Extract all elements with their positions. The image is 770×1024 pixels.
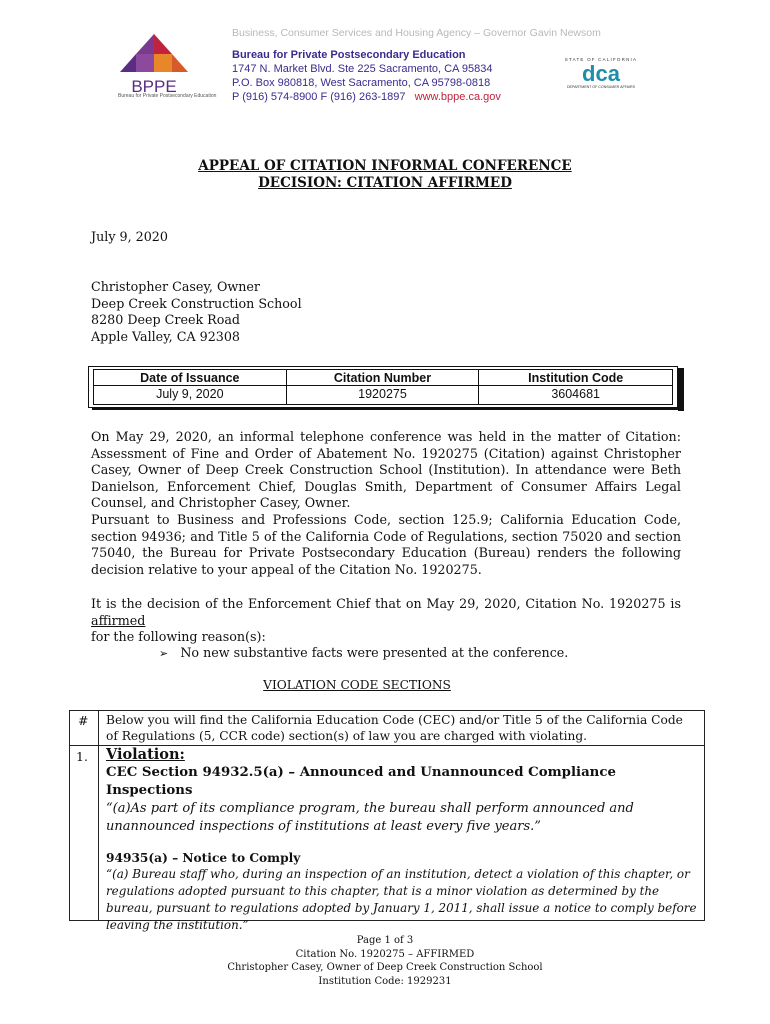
agency-line: Business, Consumer Services and Housing Agency – Governor Gavin Newsom [232,27,601,39]
notice-to-comply-heading: 94935(a) – Notice to Comply [106,851,301,865]
violation-entry [106,746,701,934]
violation-label: Violation: [106,746,185,763]
logo-subtext: Bureau for Private Postsecondary Education [118,93,217,99]
logo-facet-3 [120,54,136,72]
cec-section-heading: CEC Section 94932.5(a) – Announced and Unannounced Compliance Inspections [106,765,616,798]
title-line-1: APPEAL OF CITATION INFORMAL CONFERENCE [198,158,572,174]
paragraph-pursuant: Pursuant to Business and Professions Code, section 125.9; California Education Code, section 94936; and Title 5 of the California Code of Regulations, section 75020 and section 75040, the Bureau for Private Postsecondary Education (Bureau) renders the following decision relative to your appeal of the Citation No. 1920275. [91,512,681,577]
dca-logo [555,56,647,90]
decision-text: It is the decision of the Enforcement Chief that on May 29, 2020, Citation No. 1920275 is [91,596,681,611]
cec-section-quote: “(a)As part of its compliance program, the bureau shall perform announced and unannounced inspections of institutions at least every five years.” [106,801,634,834]
decision-reasons: for the following reason(s): [91,629,266,644]
logo-facet-5 [154,54,172,72]
dca-wordmark: dca [582,61,620,86]
recipient-line-1: Christopher Casey, Owner [91,279,260,294]
logo-wordmark: BPPE [131,77,177,96]
value-institution-code: 3604681 [551,387,600,401]
decision-affirmed: affirmed [91,612,146,628]
header-institution-code: Institution Code [479,370,672,386]
logo-facet-6 [172,54,188,72]
logo-facet-2 [154,34,172,54]
logo-facet-4 [136,54,154,72]
bullet-item [159,645,659,663]
recipient-line-4: Apple Valley, CA 92308 [91,328,241,344]
footer-institution-code: Institution Code: 1929231 [318,975,452,987]
website-link[interactable]: www.bppe.ca.gov [414,91,501,103]
page-footer [0,934,770,988]
section-heading: VIOLATION CODE SECTIONS [263,678,451,692]
recipient-address [91,279,681,345]
header-date-of-issuance: Date of Issuance [94,370,287,386]
bullet-text: No new substantive facts were presented at the conference. [180,645,569,660]
bppe-logo [106,32,202,102]
title-line-2: DECISION: CITATION AFFIRMED [258,175,512,191]
violation-row-number: 1. [76,749,88,764]
document-title [0,158,770,192]
footer-page-number: Page 1 of 3 [356,935,414,946]
bureau-contact-block [232,48,501,104]
info-table-shadow-right [678,368,684,411]
citation-info-table [88,366,678,408]
violation-table-column-divider [98,710,99,921]
dca-top-text: STATE OF CALIFORNIA [564,57,638,62]
value-citation-number: 1920275 [287,386,480,404]
dca-sub-text: DEPARTMENT OF CONSUMER AFFAIRS [566,85,636,89]
logo-facet-1 [136,34,154,54]
notice-to-comply-quote: “(a) Bureau staff who, during an inspection of an institution, detect a violation of this chapter, or regulations adopted pursuant to this chapter, that is a minor violation as determined by the bureau, pursuant to regulations adopted by January 1, 2011, shall issue a notice to comply before leaving the institution.” [106,867,697,932]
footer-citation: Citation No. 1920275 – AFFIRMED [295,948,475,960]
violation-table-hash: # [78,713,89,728]
violation-table-intro: Below you will find the California Education Code (CEC) and/or Title 5 of the California Code of Regulations (5, CCR code) section(s) of law you are charged with violating. [106,713,683,743]
recipient-line-2: Deep Creek Construction School [91,295,302,311]
paragraph-conference: On May 29, 2020, an informal telephone conference was held in the matter of Citation: Assessment of Fine and Order of Abatement No. 1920275 (Citation) against Christopher Casey, Owner of Deep Creek Construction School (Institution). In attendance were Beth Danielson, Enforcement Chief, Douglas Smith, Department of Consumer Affairs Legal Counsel, and Christopher Casey, Owner. [91,429,681,510]
address-line-1: 1747 N. Market Blvd. Ste 225 Sacramento, CA 95834 [232,63,493,75]
bureau-name: Bureau for Private Postsecondary Education [232,49,466,61]
recipient-line-3: 8280 Deep Creek Road [91,312,241,327]
arrow-bullet-icon: ➢ [159,647,169,660]
address-line-2: P.O. Box 980818, West Sacramento, CA 95798-0818 [232,77,491,89]
letter-date: July 9, 2020 [91,229,168,244]
value-date-of-issuance: July 9, 2020 [94,386,287,404]
footer-owner: Christopher Casey, Owner of Deep Creek Construction School [227,962,543,973]
header-citation-number: Citation Number [287,370,480,386]
phone-fax: P (916) 574-8900 F (916) 263-1897 [232,91,406,103]
paragraph-decision [91,596,681,646]
